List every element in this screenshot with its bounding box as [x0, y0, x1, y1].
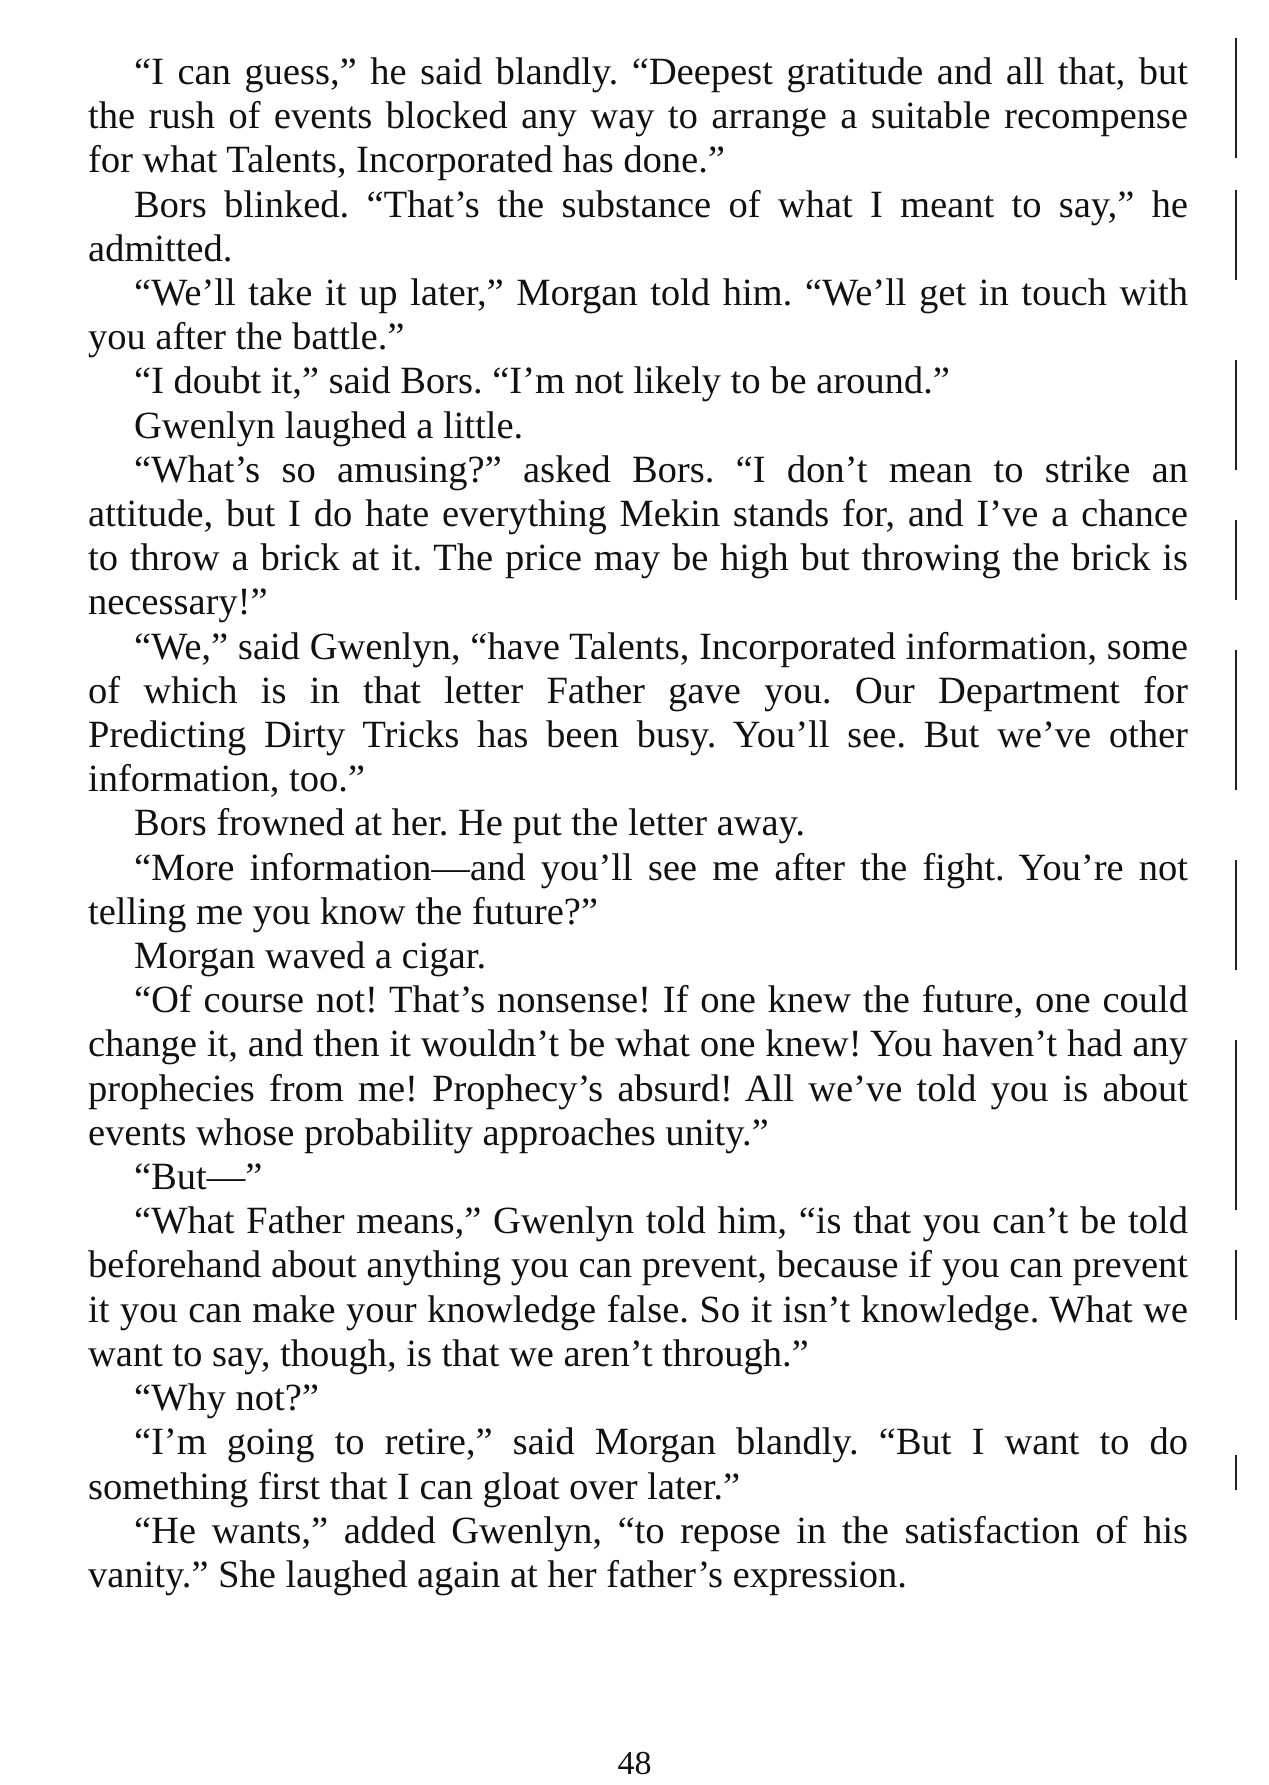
- paragraph: “Of course not! That’s nonsense! If one knew the future, one could change it, and then it wouldn’t be what one knew! You haven’t had any prophecies from me! Prophecy’s absurd! All we’ve told you is about events whose probability approaches unity.”: [88, 979, 1188, 1154]
- paragraph: “I doubt it,” said Bors. “I’m not likely to be around.”: [134, 360, 950, 403]
- binding-edge-mark: [1235, 650, 1237, 790]
- paragraph: Morgan waved a cigar.: [134, 935, 487, 978]
- page-body: [88, 50, 1188, 1597]
- binding-edge-mark: [1235, 360, 1237, 470]
- binding-edge-mark: [1235, 1040, 1237, 1210]
- paragraph: Gwenlyn laughed a little.: [134, 404, 524, 447]
- binding-edge-mark: [1235, 38, 1237, 158]
- paragraph: “I can guess,” he said blandly. “Deepest gratitude and all that, but the rush of events blocked any way to arrange a suitable recompense for what Talents, Incorporated has done.”: [88, 51, 1188, 182]
- binding-edge-mark: [1235, 190, 1237, 280]
- paragraph: “Why not?”: [134, 1377, 319, 1420]
- paragraph: “I’m going to retire,” said Morgan blandly. “But I want to do something first that I can gloat over later.”: [88, 1421, 1188, 1508]
- paragraph: “What’s so amusing?” asked Bors. “I don’t mean to strike an attitude, but I do hate everything Mekin stands for, and I’ve a chance to throw a brick at it. The price may be high but throwing the brick is necessary!”: [88, 448, 1188, 624]
- page-number: 48: [617, 1745, 652, 1782]
- paragraph: Bors blinked. “That’s the substance of what I meant to say,” he admitted.: [88, 183, 1188, 270]
- binding-edge-mark: [1235, 520, 1237, 600]
- binding-edge-mark: [1235, 1250, 1237, 1320]
- paragraph: “More information—and you’ll see me after the fight. You’re not telling me you know the future?”: [88, 846, 1188, 933]
- paragraph: “But—”: [134, 1156, 263, 1199]
- binding-edge-mark: [1235, 860, 1237, 970]
- paragraph: “We,” said Gwenlyn, “have Talents, Incorporated information, some of which is in that letter Father gave you. Our Department for Predicting Dirty Tricks has been busy. You’ll see. But we’ve other information, too.”: [88, 625, 1188, 801]
- binding-edge-mark: [1235, 1455, 1237, 1490]
- paragraph: “We’ll take it up later,” Morgan told him. “We’ll get in touch with you after the battle.”: [88, 272, 1188, 359]
- paragraph: Bors frowned at her. He put the letter away.: [134, 802, 806, 845]
- paragraph: “What Father means,” Gwenlyn told him, “is that you can’t be told beforehand about anything you can prevent, because if you can prevent it you can make your knowledge false. So it isn’t knowledge. What we want to say, though, is that we aren’t through.”: [88, 1200, 1188, 1375]
- paragraph: “He wants,” added Gwenlyn, “to repose in the satisfaction of his vanity.” She laughed again at her father’s expression.: [88, 1509, 1188, 1596]
